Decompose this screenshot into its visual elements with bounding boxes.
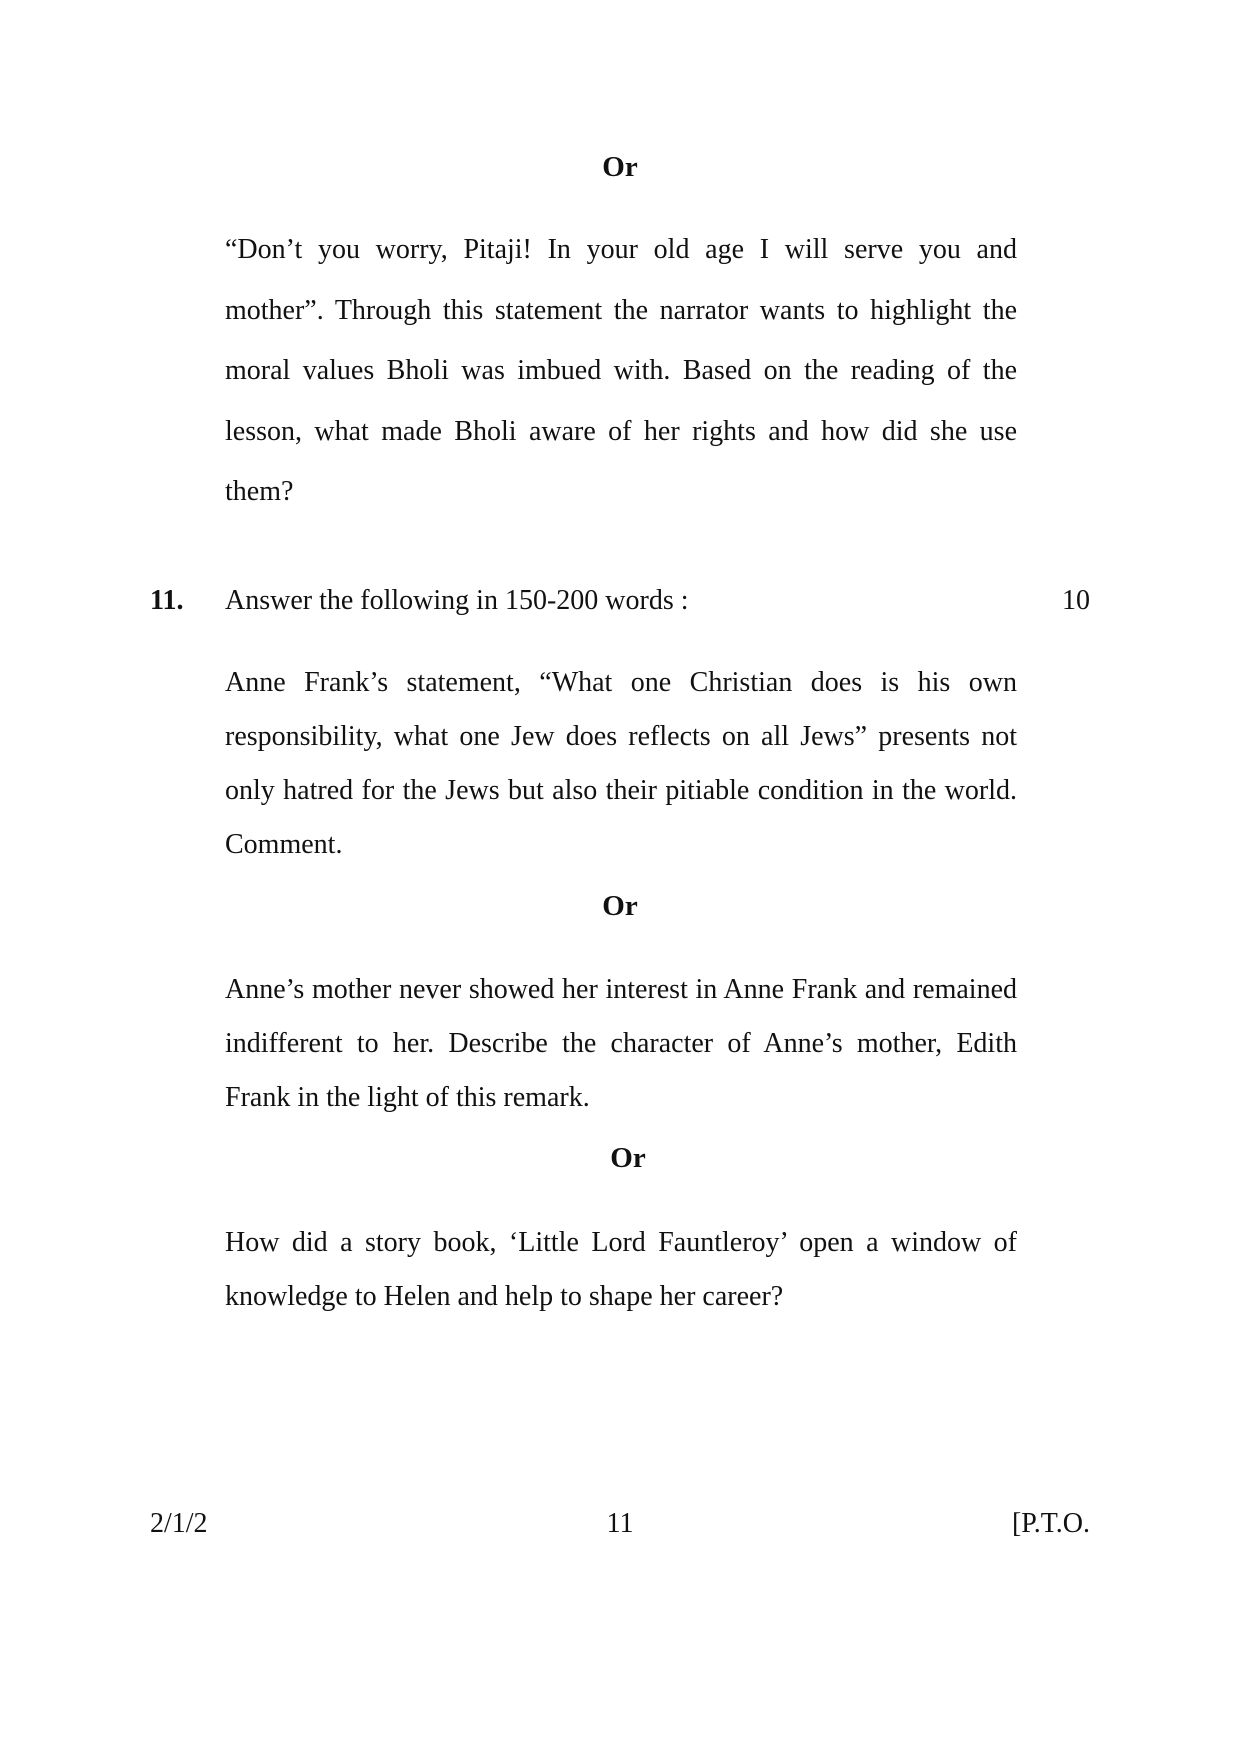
paper-code: 2/1/2 [150,1508,208,1539]
question-instruction: Answer the following in 150-200 words : [225,585,689,616]
question-number: 11. [150,585,184,616]
anne-statement-question-text: Anne Frank’s statement, “What one Christian does is his own responsibility, what one Jew does reflects on all Jews” presents not only hatred for the Jews but also their pitiable condition in the world. Comment. [225,667,1017,860]
helen-question-text: How did a story book, ‘Little Lord Fauntleroy’ open a window of knowledge to Helen and help to shape her career? [225,1227,1017,1312]
or-separator: Or [610,1142,646,1174]
or-separator: Or [602,151,638,183]
bholi-question-text: “Don’t you worry, Pitaji! In your old age I will serve you and mother”. Through this statement the narrator wants to highlight the moral values Bholi was imbued with. Based on the reading of the lesson, what made Bholi aware of her rights and how did she use them? [225,234,1017,507]
question-marks: 10 [1062,585,1090,616]
anne-mother-question-text: Anne’s mother never showed her interest in Anne Frank and remained indifferent to her. Describe the character of Anne’s mother, Edith Frank in the light of this remark. [225,974,1017,1113]
page-number: 11 [606,1508,634,1539]
or-separator: Or [602,890,638,922]
please-turn-over: [P.T.O. [1011,1508,1090,1539]
